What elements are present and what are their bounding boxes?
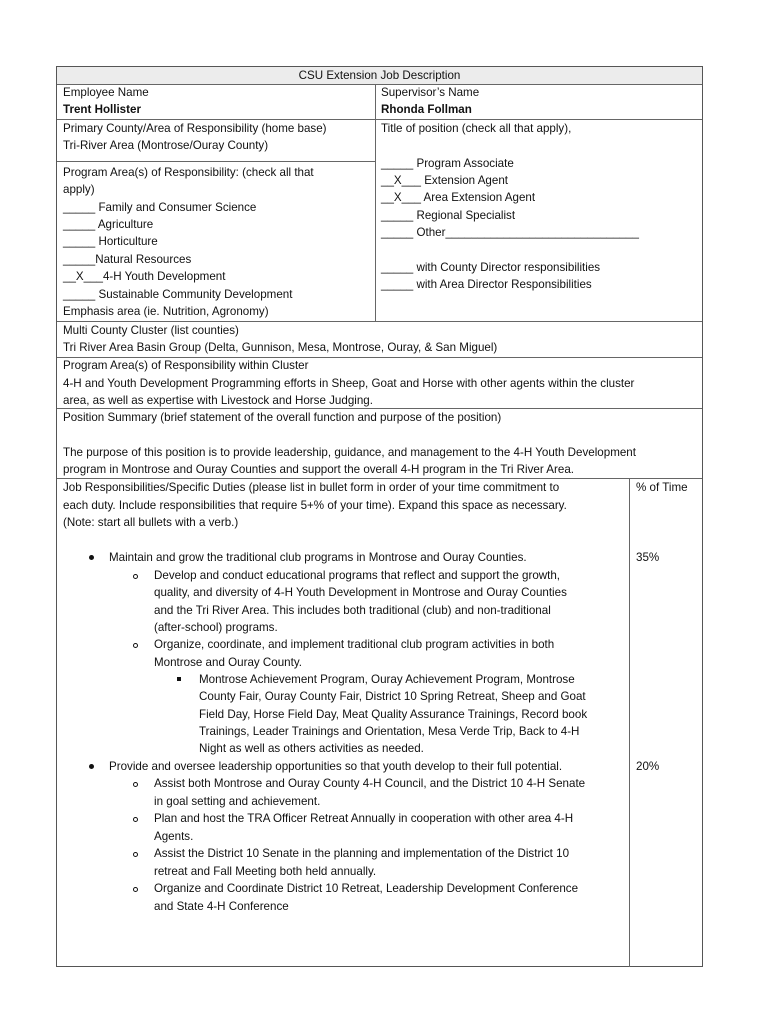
duty-1-activities-line: Night as well as others activities as needed. xyxy=(199,742,424,755)
duty-1-sub-1-line: and the Tri River Area. This includes both traditional (club) and non-traditional xyxy=(154,604,551,617)
employee-name: Trent Hollister xyxy=(63,103,141,116)
program-area-horticulture[interactable]: _____ Horticulture xyxy=(63,235,158,248)
duty-1-activities-line: Field Day, Horse Field Day, Meat Quality Assurance Trainings, Record book xyxy=(199,708,588,721)
employee-label: Employee Name xyxy=(63,86,149,99)
cluster-label: Multi County Cluster (list counties) xyxy=(63,324,239,337)
area-director-option[interactable]: _____ with Area Director Responsibilities xyxy=(381,278,592,291)
duty-2-sub-1-line: in goal setting and achievement. xyxy=(154,795,321,808)
duty-2-sub-4-line: Organize and Coordinate District 10 Retreat, Leadership Development Conference xyxy=(154,882,579,895)
bullet-icon xyxy=(89,555,94,560)
time-header: % of Time xyxy=(636,481,688,494)
duty-2-sub-2-line: Plan and host the TRA Officer Retreat Annually in cooperation with other area 4-H xyxy=(154,812,574,825)
program-area-natural-resources[interactable]: _____Natural Resources xyxy=(63,253,192,266)
sub-bullet-icon xyxy=(133,782,138,787)
duties-label-1: Job Responsibilities/Specific Duties (please list in bullet form in order of your time commitment to xyxy=(63,481,560,494)
duty-1-sub-2-line: Montrose and Ouray County. xyxy=(154,656,303,669)
summary-line2: program in Montrose and Ouray Counties and support the overall 4-H program in the Tri River Area. xyxy=(63,463,575,476)
duty-1-activities-line: Trainings, Leader Trainings and Orientation, Mesa Verde Trip, Back to 4-H xyxy=(199,725,580,738)
sub-bullet-icon xyxy=(133,817,138,822)
job-description-form xyxy=(56,66,703,967)
sub-bullet-icon xyxy=(133,887,138,892)
duty-2-percent: 20% xyxy=(636,760,660,773)
duty-2-sub-4-line: and State 4-H Conference xyxy=(154,900,289,913)
position-option-other[interactable]: _____ Other______________________________ xyxy=(381,226,639,239)
cluster-program-line2: area, as well as expertise with Livestock and Horse Judging. xyxy=(63,394,373,407)
square-bullet-icon xyxy=(177,677,181,681)
cluster-program-label: Program Area(s) of Responsibility within Cluster xyxy=(63,359,309,372)
duty-1-activities-line: County Fair, Ouray County Fair, District 10 Spring Retreat, Sheep and Goat xyxy=(199,690,586,703)
duties-label-2: each duty. Include responsibilities that require 5+% of your time). Expand this space as necessary. xyxy=(63,499,567,512)
supervisor-name: Rhonda Follman xyxy=(381,103,472,116)
supervisor-label: Supervisor’s Name xyxy=(381,86,480,99)
duty-1-activities-line: Montrose Achievement Program, Ouray Achievement Program, Montrose xyxy=(199,673,575,686)
county-value: Tri-River Area (Montrose/Ouray County) xyxy=(63,139,269,152)
duty-2-sub-2-line: Agents. xyxy=(154,830,194,843)
summary-line1: The purpose of this position is to provide leadership, guidance, and management to the 4-H Youth Development xyxy=(63,446,636,459)
program-areas-label-cont: apply) xyxy=(63,183,95,196)
form-title: CSU Extension Job Description xyxy=(57,67,702,84)
duty-1-sub-1-line: Develop and conduct educational programs that reflect and support the growth, xyxy=(154,569,561,582)
position-title-label: Title of position (check all that apply), xyxy=(381,122,572,135)
program-areas-label: Program Area(s) of Responsibility: (check all that xyxy=(63,166,314,179)
cluster-value: Tri River Area Basin Group (Delta, Gunnison, Mesa, Montrose, Ouray, & San Miguel) xyxy=(63,341,498,354)
emphasis-area: Emphasis area (ie. Nutrition, Agronomy) xyxy=(63,305,269,318)
duty-2-sub-1-line: Assist both Montrose and Ouray County 4-H Council, and the District 10 4-H Senate xyxy=(154,777,586,790)
program-area-agriculture[interactable]: _____ Agriculture xyxy=(63,218,154,231)
position-option-area-extension-agent[interactable]: __X___ Area Extension Agent xyxy=(381,191,536,204)
duty-1-percent: 35% xyxy=(636,551,660,564)
sub-bullet-icon xyxy=(133,574,138,579)
sub-bullet-icon xyxy=(133,852,138,857)
divider xyxy=(57,161,375,162)
duty-1-sub-1-line: (after-school) programs. xyxy=(154,621,278,634)
duty-2-sub-3-line: retreat and Fall Meeting both held annually. xyxy=(154,865,377,878)
program-area-fcs[interactable]: _____ Family and Consumer Science xyxy=(63,201,257,214)
position-option-program-associate[interactable]: _____ Program Associate xyxy=(381,157,514,170)
summary-label: Position Summary (brief statement of the overall function and purpose of the position) xyxy=(63,411,502,424)
duty-2-sub-3-line: Assist the District 10 Senate in the planning and implementation of the District 10 xyxy=(154,847,570,860)
duty-1-text: Maintain and grow the traditional club programs in Montrose and Ouray Counties. xyxy=(109,551,527,564)
duty-2-text: Provide and oversee leadership opportunities so that youth develop to their full potential. xyxy=(109,760,563,773)
sub-bullet-icon xyxy=(133,643,138,648)
program-area-4h[interactable]: __X___4-H Youth Development xyxy=(63,270,226,283)
duties-label-3: (Note: start all bullets with a verb.) xyxy=(63,516,239,529)
program-area-sustainable[interactable]: _____ Sustainable Community Development xyxy=(63,288,293,301)
cluster-program-line1: 4-H and Youth Development Programming efforts in Sheep, Goat and Horse with other agents within the cluster xyxy=(63,377,635,390)
duty-1-sub-2-line: Organize, coordinate, and implement traditional club program activities in both xyxy=(154,638,555,651)
bullet-icon xyxy=(89,764,94,769)
county-label: Primary County/Area of Responsibility (home base) xyxy=(63,122,327,135)
position-option-extension-agent[interactable]: __X___ Extension Agent xyxy=(381,174,508,187)
duty-1-sub-1-line: quality, and diversity of 4-H Youth Development in Montrose and Ouray Counties xyxy=(154,586,567,599)
position-option-regional-specialist[interactable]: _____ Regional Specialist xyxy=(381,209,516,222)
county-director-option[interactable]: _____ with County Director responsibilities xyxy=(381,261,601,274)
